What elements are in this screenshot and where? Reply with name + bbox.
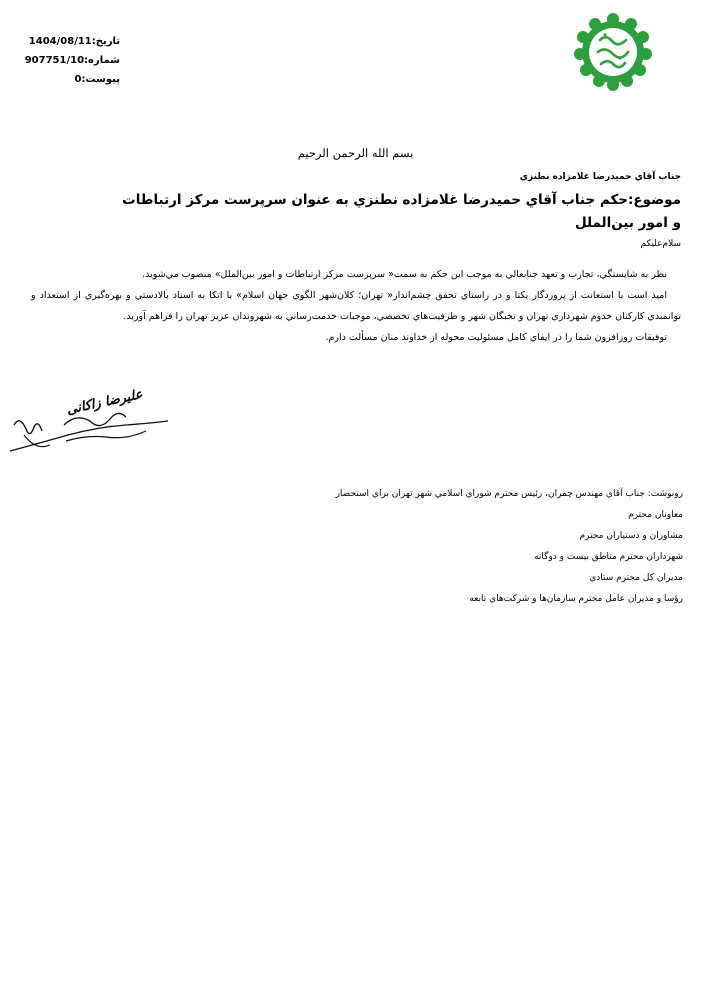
cc-item: رؤسا و مديران عامل محترم سازمان‌ها و شرکت‌هاي تابعه — [469, 594, 683, 604]
attachment-label: پیوست: — [81, 74, 120, 85]
cc-item: معاونان محترم — [628, 510, 683, 520]
logo-emblem-icon — [572, 10, 654, 92]
signature — [6, 385, 174, 463]
basmala: بسم الله الرحمن الرحيم — [297, 146, 414, 160]
letter-body — [31, 264, 681, 348]
cc-item: مديران کل محترم ستادي — [589, 573, 683, 583]
attachment-line — [30, 74, 120, 85]
subject: موضوع:حکم جناب آقاي حميدرضا غلامزاده نطنزي به عنوان سرپرست مرکز ارتباطات و امور بين‌الملل — [122, 192, 681, 231]
number-value: 907751/10 — [24, 55, 85, 66]
signature-scribble-icon — [6, 385, 174, 463]
recipient: جناب آقاي حميدرضا غلامزاده نطنزي — [519, 172, 681, 182]
date-label: تاریخ: — [91, 36, 120, 47]
body-paragraph: نظر به شايستگي، تجارب و تعهد جنابعالي به موجب اين حکم به سمت« سرپرست مرکز ارتباطات و امور بين‌الملل» منصوب مي‌شويد. — [142, 269, 667, 280]
cc-item: شهرداران محترم مناطق بيست و دوگانه — [534, 552, 683, 562]
signature-name: عليرضا زاکانی — [65, 387, 144, 418]
cc-list — [223, 484, 683, 610]
greeting: سلام‌عليکم — [640, 239, 681, 249]
body-paragraph: اميد است با استعانت از پروردگار يکتا و در راستاي تحقق چشم‌انداز« تهران؛ کلان‌شهر الگوي جهان اسلام» با اتکا به اسناد بالادستي و بهره‌گيري از استعداد و توانمندي کارکنان خدوم شهرداري تهران و نخبگان شهر و ظرفيت‌هاي تخصصي، موجبات خدمت‌رساني به شهروندان عزيز تهران را فراهم آوريد. — [31, 290, 681, 322]
attachment-value: 0 — [74, 74, 82, 85]
tehran-municipality-logo — [572, 10, 654, 92]
body-paragraph: توفيقات روزافزون شما را در ايفاي کامل مسئوليت محوله از خداوند منان مسألت دارم. — [325, 332, 667, 343]
number-label: شماره: — [84, 55, 120, 66]
number-line — [24, 55, 120, 66]
cc-item: مشاوران و دستياران محترم — [579, 531, 683, 541]
cc-item: رونوشت: جناب آقاي مهندس چمران، رئيس محترم شوراي اسلامي شهر تهران براي استحضار — [335, 489, 683, 499]
date-value: 1404/08/11 — [28, 36, 92, 47]
date-line — [30, 36, 120, 47]
